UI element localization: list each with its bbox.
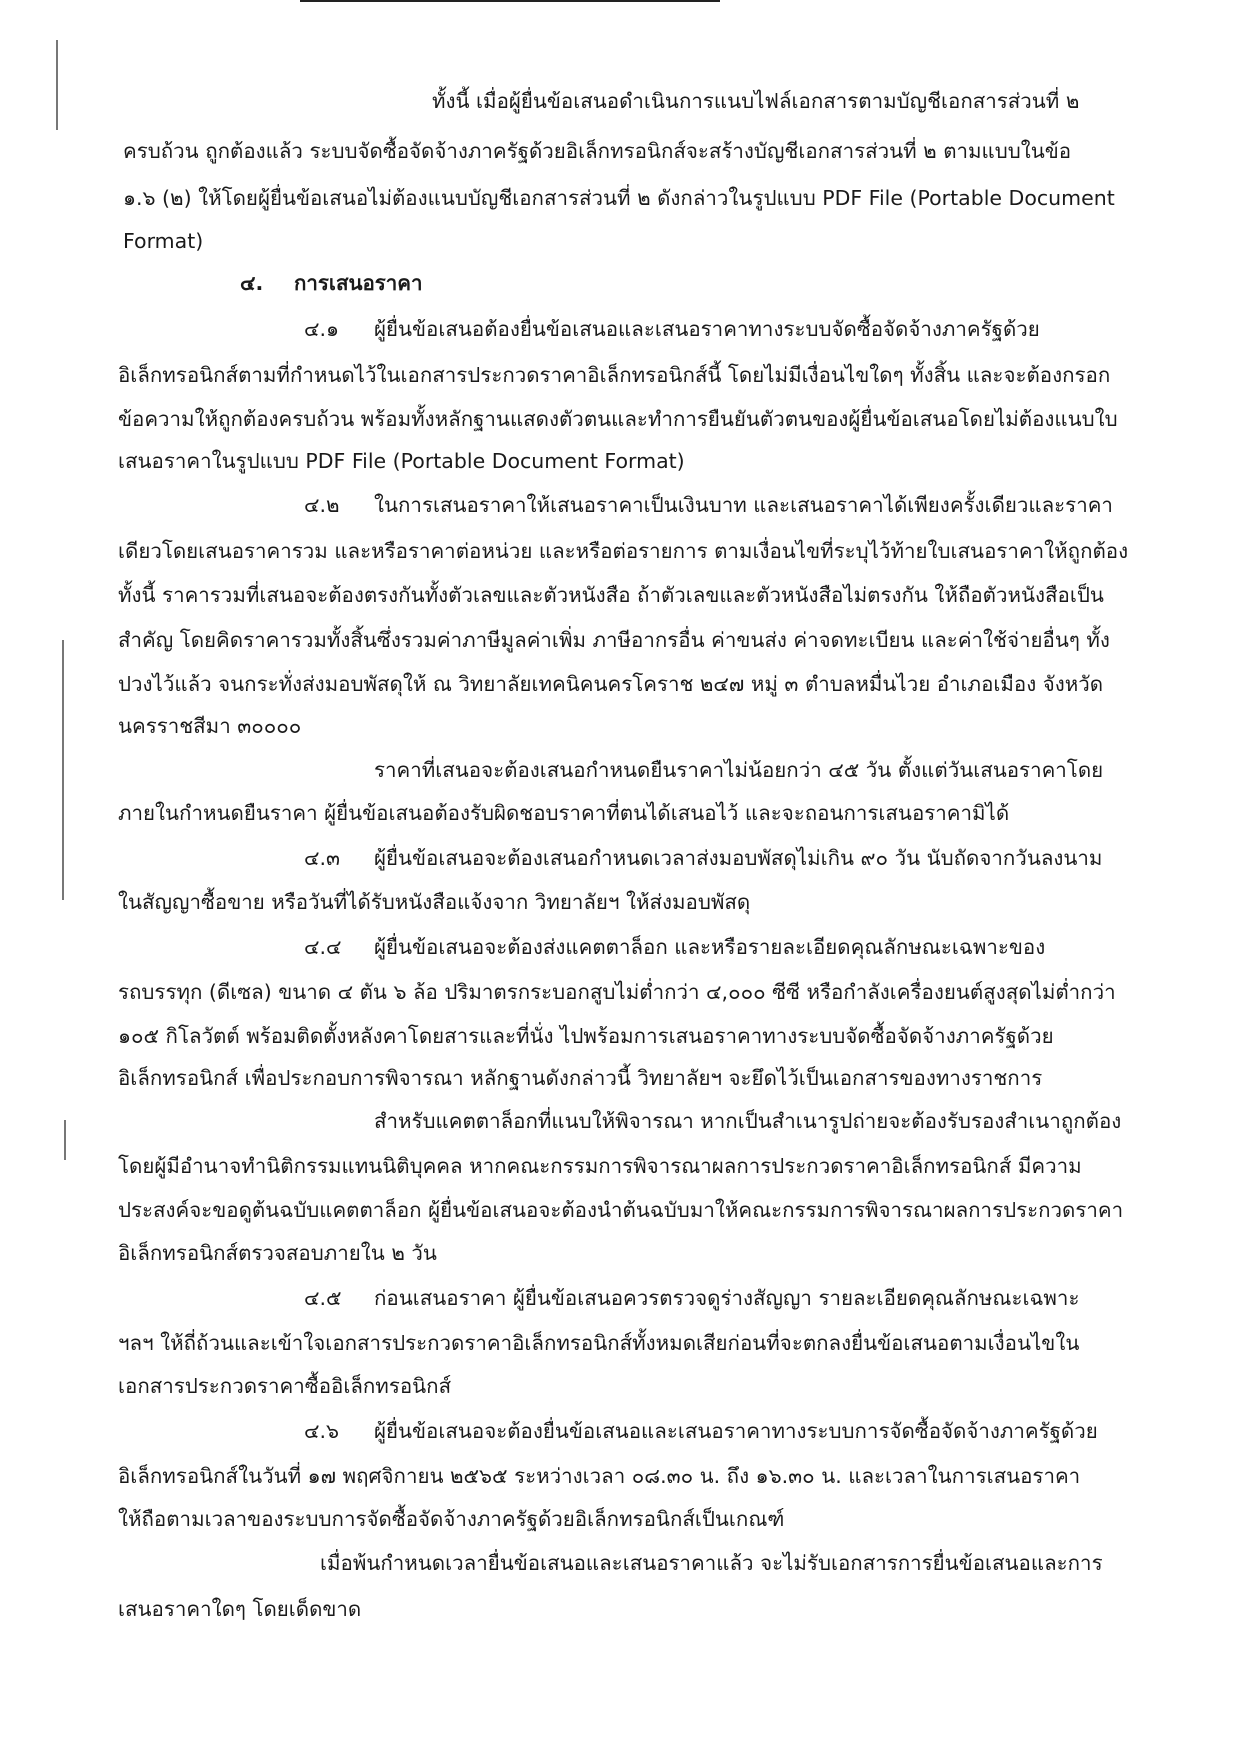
text-line: ผู้ยื่นข้อเสนอต้องยื่นข้อเสนอและเสนอราคาทางระบบจัดซื้อจัดจ้างภาครัฐด้วย <box>374 317 1040 341</box>
clause-line <box>304 843 1102 873</box>
text-line: ปวงไว้แล้ว จนกระทั่งส่งมอบพัสดุให้ ณ วิทยาลัยเทคนิคนครโคราช ๒๔๗ หมู่ ๓ ตำบลหมื่นไวย อำเภอเมือง จังหวัด <box>118 672 1104 696</box>
text-line: ในการเสนอราคาให้เสนอราคาเป็นเงินบาท และเสนอราคาได้เพียงครั้งเดียวและราคา <box>374 493 1113 517</box>
text-line: ทั้งนี้ ราคารวมที่เสนอจะต้องตรงกันทั้งตัวเลขและตัวหนังสือ ถ้าตัวเลขและตัวหนังสือไม่ตรงกัน ให้ถือตัวหนังสือเป็น <box>118 583 1104 607</box>
text-line: ฯลฯ ให้ถี่ถ้วนและเข้าใจเอกสารประกวดราคาอิเล็กทรอนิกส์ทั้งหมดเสียก่อนที่จะตกลงยื่นข้อเสนอตามเงื่อนไขใน <box>118 1331 1080 1355</box>
text-line: ครบถ้วน ถูกต้องแล้ว ระบบจัดซื้อจัดจ้างภาครัฐด้วยอิเล็กทรอนิกส์จะสร้างบัญชีเอกสารส่วนที่ ๒ ตามแบบในข้อ <box>123 139 1072 163</box>
text-line: เมื่อพ้นกำหนดเวลายื่นข้อเสนอและเสนอราคาแล้ว จะไม่รับเอกสารการยื่นข้อเสนอและการ <box>320 1551 1103 1575</box>
scan-mark <box>64 1120 66 1160</box>
text-line: ให้ถือตามเวลาของระบบการจัดซื้อจัดจ้างภาครัฐด้วยอิเล็กทรอนิกส์เป็นเกณฑ์ <box>118 1507 785 1531</box>
text-line: ๑.๖ (๒) ให้โดยผู้ยื่นข้อเสนอไม่ต้องแนบบัญชีเอกสารส่วนที่ ๒ ดังกล่าวในรูปแบบ PDF File (Portable Document <box>123 186 1115 210</box>
text-line: อิเล็กทรอนิกส์ในวันที่ ๑๗ พฤศจิกายน ๒๕๖๕ ระหว่างเวลา ๐๘.๓๐ น. ถึง ๑๖.๓๐ น. และเวลาในการเสนอราคา <box>118 1464 1081 1488</box>
section-number: ๔. <box>240 271 264 295</box>
top-rule <box>300 0 720 2</box>
text-line: เสนอราคาในรูปแบบ PDF File (Portable Document Format) <box>118 449 685 473</box>
scan-mark <box>56 40 58 130</box>
section-heading <box>240 268 423 298</box>
clause-number: ๔.๑ <box>304 317 340 341</box>
text-line: เอกสารประกวดราคาซื้ออิเล็กทรอนิกส์ <box>118 1374 452 1398</box>
text-line: ในสัญญาซื้อขาย หรือวันที่ได้รับหนังสือแจ้งจาก วิทยาลัยฯ ให้ส่งมอบพัสดุ <box>118 890 751 914</box>
clause-line <box>304 932 1045 962</box>
text-line: ผู้ยื่นข้อเสนอจะต้องยื่นข้อเสนอและเสนอราคาทางระบบการจัดซื้อจัดจ้างภาครัฐด้วย <box>374 1419 1098 1443</box>
clause-number: ๔.๖ <box>304 1419 340 1443</box>
clause-number: ๔.๒ <box>304 493 340 517</box>
text-line: โดยผู้มีอำนาจทำนิติกรรมแทนนิติบุคคล หากคณะกรรมการพิจารณาผลการประกวดราคาอิเล็กทรอนิกส์ มีความ <box>118 1154 1082 1178</box>
clause-number: ๔.๔ <box>304 935 342 959</box>
text-line: ก่อนเสนอราคา ผู้ยื่นข้อเสนอควรตรวจดูร่างสัญญา รายละเอียดคุณลักษณะเฉพาะ <box>374 1286 1080 1310</box>
text-line: เดียวโดยเสนอราคารวม และหรือราคาต่อหน่วย และหรือต่อรายการ ตามเงื่อนไขที่ระบุไว้ท้ายใบเสนอราคาให้ถูกต้อง <box>118 539 1129 563</box>
text-line: ภายในกำหนดยืนราคา ผู้ยื่นข้อเสนอต้องรับผิดชอบราคาที่ตนได้เสนอไว้ และจะถอนการเสนอราคามิได้ <box>118 801 1010 825</box>
clause-number: ๔.๕ <box>304 1286 342 1310</box>
text-line: ราคาที่เสนอจะต้องเสนอกำหนดยืนราคาไม่น้อยกว่า ๔๕ วัน ตั้งแต่วันเสนอราคาโดย <box>374 758 1104 782</box>
text-line: รถบรรทุก (ดีเซล) ขนาด ๔ ตัน ๖ ล้อ ปริมาตรกระบอกสูบไม่ต่ำกว่า ๔,๐๐๐ ซีซี หรือกำลังเครื่องยนต์สูงสุดไม่ต่ำกว่า <box>118 980 1116 1004</box>
text-line: ประสงค์จะขอดูต้นฉบับแคตตาล็อก ผู้ยื่นข้อเสนอจะต้องนำต้นฉบับมาให้คณะกรรมการพิจารณาผลการประกวดราคา <box>118 1198 1124 1222</box>
text-line: ผู้ยื่นข้อเสนอจะต้องส่งแคตตาล็อก และหรือรายละเอียดคุณลักษณะเฉพาะของ <box>374 935 1046 959</box>
text-line: ข้อความให้ถูกต้องครบถ้วน พร้อมทั้งหลักฐานแสดงตัวตนและทำการยืนยันตัวตนของผู้ยื่นข้อเสนอโดยไม่ต้องแนบใบ <box>118 407 1118 431</box>
section-title: การเสนอราคา <box>294 271 423 295</box>
text-line: Format) <box>123 229 204 253</box>
clause-line <box>304 1416 1098 1446</box>
text-line: ผู้ยื่นข้อเสนอจะต้องเสนอกำหนดเวลาส่งมอบพัสดุไม่เกิน ๙๐ วัน นับถัดจากวันลงนาม <box>374 846 1103 870</box>
clause-line <box>304 314 1040 344</box>
text-line: อิเล็กทรอนิกส์ตรวจสอบภายใน ๒ วัน <box>118 1241 437 1265</box>
text-line: ทั้งนี้ เมื่อผู้ยื่นข้อเสนอดำเนินการแนบไฟล์เอกสารตามบัญชีเอกสารส่วนที่ ๒ <box>432 89 1080 113</box>
text-line: สำคัญ โดยคิดราคารวมทั้งสิ้นซึ่งรวมค่าภาษีมูลค่าเพิ่ม ภาษีอากรอื่น ค่าขนส่ง ค่าจดทะเบียน และค่าใช้จ่ายอื่นๆ ทั้ง <box>118 628 1110 652</box>
scan-mark <box>62 640 64 900</box>
clause-line <box>304 490 1113 520</box>
text-line: สำหรับแคตตาล็อกที่แนบให้พิจารณา หากเป็นสำเนารูปถ่ายจะต้องรับรองสำเนาถูกต้อง <box>374 1109 1122 1133</box>
text-line: นครราชสีมา ๓๐๐๐๐ <box>118 714 302 738</box>
text-line: อิเล็กทรอนิกส์ตามที่กำหนดไว้ในเอกสารประกวดราคาอิเล็กทรอนิกส์นี้ โดยไม่มีเงื่อนไขใดๆ ทั้งสิ้น และจะต้องกรอก <box>118 363 1111 387</box>
text-line: เสนอราคาใดๆ โดยเด็ดขาด <box>118 1597 362 1621</box>
clause-number: ๔.๓ <box>304 846 341 870</box>
text-line: อิเล็กทรอนิกส์ เพื่อประกอบการพิจารณา หลักฐานดังกล่าวนี้ วิทยาลัยฯ จะยึดไว้เป็นเอกสารของทางราชการ <box>118 1066 1043 1090</box>
text-line: ๑๐๕ กิโลวัตต์ พร้อมติดตั้งหลังคาโดยสารและที่นั่ง ไปพร้อมการเสนอราคาทางระบบจัดซื้อจัดจ้างภาครัฐด้วย <box>118 1024 1054 1048</box>
clause-line <box>304 1283 1079 1313</box>
